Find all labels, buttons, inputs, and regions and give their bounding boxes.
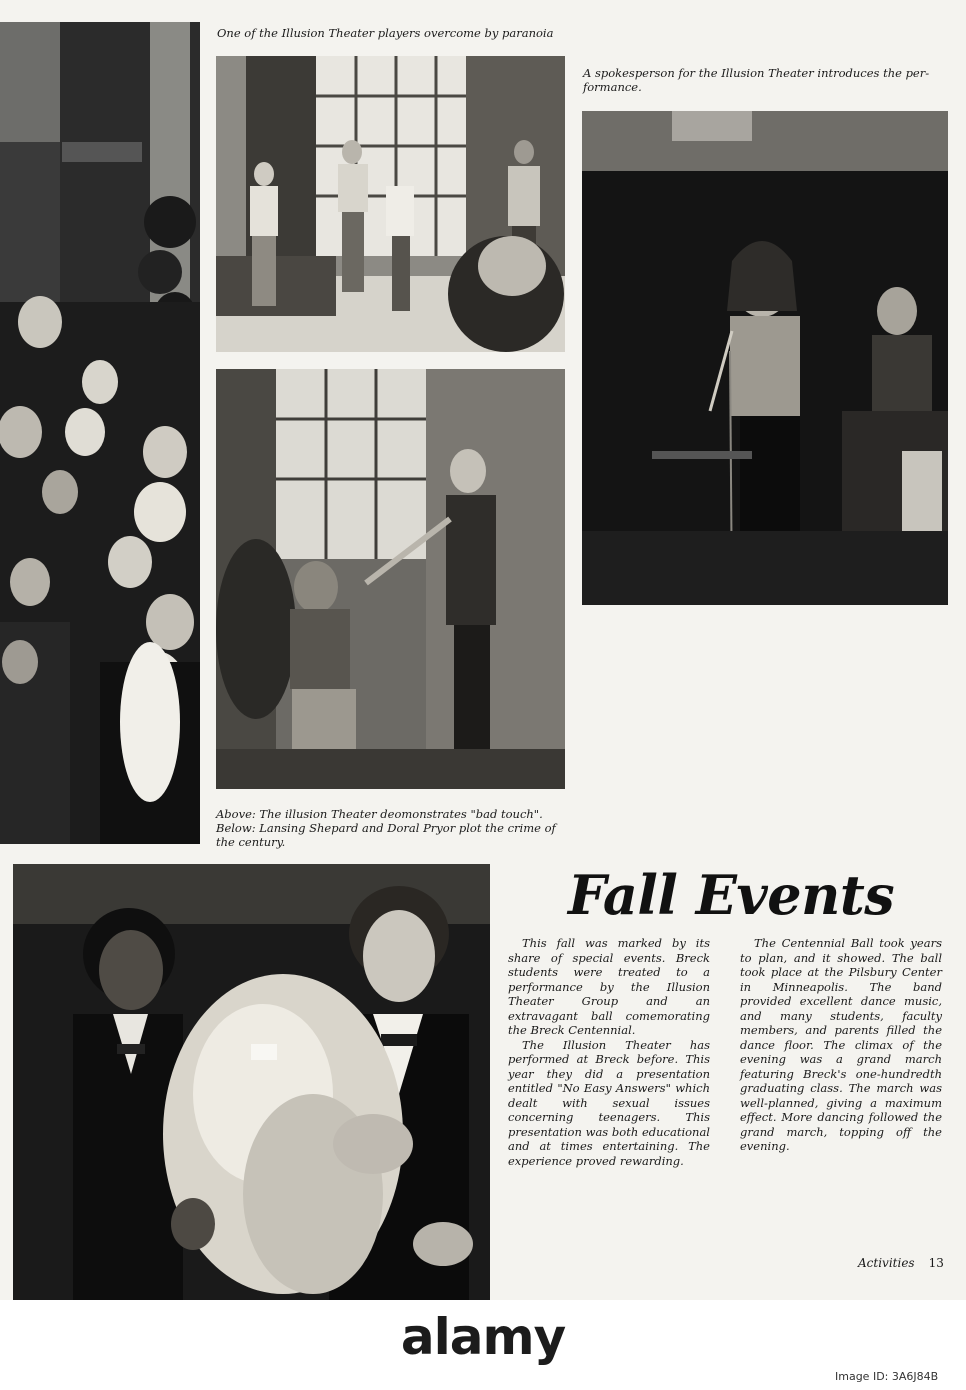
photo-theater-paranoia [216,56,565,352]
caption-bad-touch-line-1: Above: The illusion Theater deomonstrates "bad touch". [216,807,543,821]
article-paragraph: This fall was marked by its share of special events. Breck students were treated to a performance by the Illusion Theater Group and an extravagant ball comemorating the Breck Centennial. [508,936,710,1037]
page-folio [858,1256,944,1270]
caption-bad-touch-line-2: Below: Lansing Shepard and Doral Pryor plot the crime of [216,821,556,835]
article-column-2 [740,936,942,1154]
caption-paranoia-text: One of the Illusion Theater players overcome by paranoia [217,26,554,40]
stock-image-id: Image ID: 3A6J84B [835,1370,939,1383]
article-column-1 [508,936,710,1168]
photo-ball-crowd [0,22,200,844]
photo-spokesperson [582,111,948,605]
caption-paranoia [217,26,577,40]
page-number: 13 [928,1256,944,1270]
caption-bad-touch [216,807,576,849]
stock-watermark-logo: alamy [400,1308,566,1366]
caption-spokesperson [583,66,953,94]
folio-section: Activities [858,1256,915,1270]
caption-spokesperson-line-2: formance. [583,80,642,94]
article-paragraph: The Centennial Ball took years to plan, and it showed. The ball took place at the Pilsbury Center in Minneapolis. The band provided excellent dance music, and many students, faculty members, and parents filled the dance floor. The climax of the evening was a grand march featuring Breck's one-hundredth graduating class. The march was well-planned, giving a maximum effect. More dancing followed the grand march, topping off the evening. [740,936,942,1153]
photo-bad-touch [216,369,565,789]
caption-spokesperson-line-1: A spokesperson for the Illusion Theater introduces the per- [583,66,930,80]
photo-tuxedo-students [13,864,490,1300]
article-headline: Fall Events [568,863,895,927]
caption-bad-touch-line-3: the century. [216,835,286,849]
article-paragraph: The Illusion Theater has performed at Breck before. This year they did a presentation entitled "No Easy Answers" which dealt with sexual issues concerning teenagers. This presentation was both educational and at times entertaining. The experience proved rewarding. [508,1037,710,1168]
